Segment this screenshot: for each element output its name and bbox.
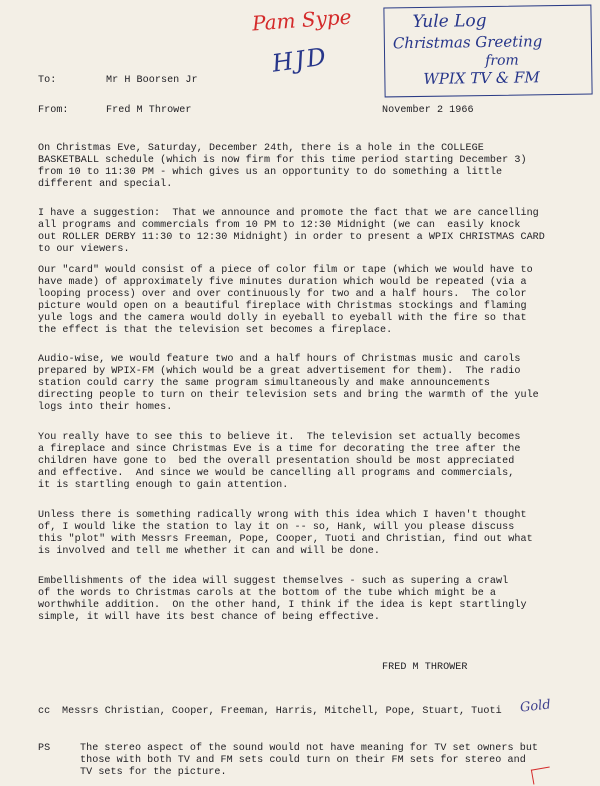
body-line: BASKETBALL schedule (which is now firm for this time period starting December 3) xyxy=(38,155,527,166)
note-line-1: Yule Log xyxy=(412,11,487,33)
body-line: station could carry the same program simultaneously and make announcements xyxy=(38,378,490,389)
body-line: I have a suggestion: That we announce and promote the fact that we are cancelling xyxy=(38,208,539,219)
red-handwriting: Pam Sype xyxy=(251,4,353,36)
to-label: To: xyxy=(38,75,57,86)
body-line: and effective. And since we would be cancelling all programs and commercials, xyxy=(38,468,515,479)
body-line: is involved and tell me whether it can and will be done. xyxy=(38,546,381,557)
blue-initials: HJD xyxy=(270,42,330,78)
body-line: it is startling enough to gain attention. xyxy=(38,480,289,491)
body-line: Embellishments of the idea will suggest themselves - such as supering a crawl xyxy=(38,576,509,587)
cc-names: Messrs Christian, Cooper, Freeman, Harris, Mitchell, Pope, Stuart, Tuoti xyxy=(62,706,502,717)
body-line: of the words to Christmas carols at the bottom of the tube which might be a xyxy=(38,588,497,599)
body-line: worthwhile addition. On the other hand, I think if the idea is kept startlingly xyxy=(38,600,527,611)
body-line: this "plot" with Messrs Freeman, Pope, Cooper, Tuoti and Christian, find out what xyxy=(38,534,533,545)
body-line: You really have to see this to believe it. The television set actually becomes xyxy=(38,432,521,443)
cc-label: cc xyxy=(38,706,51,717)
body-line: have made) of approximately five minutes duration which would be repeated (via a xyxy=(38,277,527,288)
body-line: from 10 to 11:30 PM - which gives us an opportunity to do something a little xyxy=(38,167,503,178)
body-line: looping process) over and over continuously for two and a half hours. The color xyxy=(38,289,527,300)
ps-line: those with both TV and FM sets could turn on their FM sets for stereo and xyxy=(80,755,526,766)
signature: FRED M THROWER xyxy=(382,662,468,673)
body-line: all programs and commercials from 10 PM to 12:30 Midnight (we can easily knock xyxy=(38,220,521,231)
note-line-3: from xyxy=(485,52,519,70)
body-line: logs into their homes. xyxy=(38,402,173,413)
ps-line: The stereo aspect of the sound would not have meaning for TV set owners but xyxy=(80,743,539,754)
from-label: From: xyxy=(38,105,69,116)
body-line: directing people to turn on their television sets and bring the warmth of the yule xyxy=(38,390,539,401)
from-value: Fred M Thrower xyxy=(106,105,192,116)
ps-line: TV sets for the picture. xyxy=(80,767,227,778)
memo-date: November 2 1966 xyxy=(382,105,474,116)
body-line: children have gone to bed the overall presentation should be most appreciated xyxy=(38,456,515,467)
body-line: to our viewers. xyxy=(38,244,130,255)
body-line: On Christmas Eve, Saturday, December 24th, there is a hole in the COLLEGE xyxy=(38,143,484,154)
body-line: prepared by WPIX-FM (which would be a great advertisement for them). The radio xyxy=(38,366,521,377)
body-line: Audio-wise, we would feature two and a half hours of Christmas music and carols xyxy=(38,354,521,365)
body-line: simple, it will have its best chance of being effective. xyxy=(38,612,381,623)
note-line-4: WPIX TV & FM xyxy=(423,68,540,88)
body-line: a fireplace and since Christmas Eve is a time for decorating the tree after the xyxy=(38,444,521,455)
body-line: picture would open on a beautiful fireplace with Christmas stockings and flaming xyxy=(38,301,527,312)
body-line: Our "card" would consist of a piece of color film or tape (which we would have to xyxy=(38,265,533,276)
body-line: different and special. xyxy=(38,179,173,190)
note-line-2: Christmas Greeting xyxy=(392,32,543,53)
to-value: Mr H Boorsen Jr xyxy=(106,75,198,86)
body-line: the effect is that the television set becomes a fireplace. xyxy=(38,325,393,336)
body-line: of, I would like the station to lay it on -- so, Hank, will you please discuss xyxy=(38,522,515,533)
body-line: Unless there is something radically wrong with this idea which I haven't thought xyxy=(38,510,527,521)
body-line: out ROLLER DERBY 11:30 to 12:30 Midnight) in order to present a WPIX CHRISTMAS CARD xyxy=(38,232,545,243)
cc-handwritten-initial: Gold xyxy=(519,697,552,716)
body-line: yule logs and the camera would dolly in eyeball to eyeball with the fire so that xyxy=(38,313,527,324)
handwritten-note-box xyxy=(383,5,592,98)
ps-label: PS xyxy=(38,743,51,754)
red-mark xyxy=(531,766,552,784)
